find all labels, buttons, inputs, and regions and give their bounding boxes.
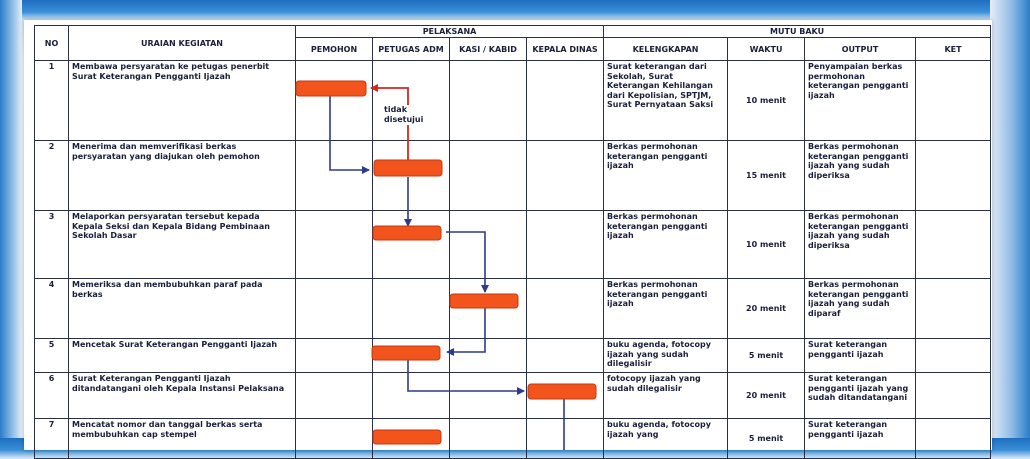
row-kelengkapan: Surat keterangan dari Sekolah, Surat Keterangan Kehilangan dari Kepolisian, SPTJM, Surat Pernyataan Saksi (604, 61, 728, 141)
row-kelengkapan: fotocopy ijazah yang sudah dilegalisir (604, 373, 728, 419)
row-output: Berkas permohonan keterangan pengganti ijazah yang sudah diperiksa (805, 141, 916, 211)
row-waktu: 20 menit (728, 373, 805, 419)
header-output: OUTPUT (805, 38, 916, 61)
row-uraian: Memeriksa dan membubuhkan paraf pada berkas (69, 279, 296, 339)
header-waktu: WAKTU (728, 38, 805, 61)
lane-kepala-dinas (527, 419, 604, 459)
lane-kasi-kabid (450, 373, 527, 419)
lane-petugas-adm (373, 339, 450, 373)
lane-kasi-kabid (450, 339, 527, 373)
lane-kepala-dinas (527, 211, 604, 279)
row-kelengkapan: Berkas permohonan keterangan pengganti ijazah (604, 211, 728, 279)
screen-bezel-left (0, 0, 22, 438)
sop-flow-table (34, 25, 991, 459)
row-waktu: 5 menit (728, 339, 805, 373)
table-row (35, 211, 991, 279)
table-row (35, 419, 991, 459)
row-output: Surat keterangan pengganti ijazah (805, 419, 916, 459)
row-kelengkapan: Berkas permohonan keterangan pengganti ijazah (604, 279, 728, 339)
lane-kepala-dinas (527, 339, 604, 373)
row-uraian: Melaporkan persyaratan tersebut kepada Kepala Seksi dan Kepala Bidang Pembinaan Sekolah Dasar (69, 211, 296, 279)
lane-pemohon (296, 419, 373, 459)
header-mutu-baku: MUTU BAKU (604, 26, 991, 38)
lane-kepala-dinas (527, 61, 604, 141)
rejected-note: tidak disetujui (384, 105, 428, 125)
row-waktu: 15 menit (728, 141, 805, 211)
lane-kasi-kabid (450, 419, 527, 459)
header-pelaksana: PELAKSANA (296, 26, 604, 38)
row-uraian: Surat Keterangan Pengganti Ijazah ditandatangani oleh Kepala Instansi Pelaksana (69, 373, 296, 419)
row-kelengkapan: buku agenda, fotocopy ijazah yang (604, 419, 728, 459)
table-row (35, 339, 991, 373)
header-kepala-dinas: KEPALA DINAS (527, 38, 604, 61)
row-uraian: Mencetak Surat Keterangan Pengganti Ijazah (69, 339, 296, 373)
row-uraian: Menerima dan memverifikasi berkas persyaratan yang diajukan oleh pemohon (69, 141, 296, 211)
row-number: 3 (35, 211, 69, 279)
header-uraian: URAIAN KEGIATAN (69, 26, 296, 61)
lane-pemohon (296, 279, 373, 339)
row-uraian: Membawa persyaratan ke petugas penerbit Surat Keterangan Pengganti Ijazah (69, 61, 296, 141)
row-waktu: 10 menit (728, 211, 805, 279)
header-kelengkapan: KELENGKAPAN (604, 38, 728, 61)
lane-kasi-kabid (450, 211, 527, 279)
row-waktu: 20 menit (728, 279, 805, 339)
row-ket (916, 211, 991, 279)
row-waktu: 10 menit (728, 61, 805, 141)
row-ket (916, 279, 991, 339)
lane-pemohon (296, 211, 373, 279)
row-number: 4 (35, 279, 69, 339)
header-petugas-adm: PETUGAS ADM (373, 38, 450, 61)
table-row (35, 279, 991, 339)
lane-petugas-adm (373, 419, 450, 459)
table-row (35, 141, 991, 211)
lane-pemohon (296, 339, 373, 373)
lane-kasi-kabid (450, 61, 527, 141)
lane-petugas-adm (373, 61, 450, 141)
row-waktu: 5 menit (728, 419, 805, 459)
row-number: 2 (35, 141, 69, 211)
row-number: 5 (35, 339, 69, 373)
row-ket (916, 61, 991, 141)
lane-pemohon (296, 141, 373, 211)
row-uraian: Mencatat nomor dan tanggal berkas serta membubuhkan cap stempel (69, 419, 296, 459)
header-kasi-kabid: KASI / KABID (450, 38, 527, 61)
row-output: Surat keterangan pengganti ijazah (805, 339, 916, 373)
row-ket (916, 373, 991, 419)
lane-petugas-adm (373, 373, 450, 419)
lane-petugas-adm (373, 211, 450, 279)
header-no: NO (35, 26, 69, 61)
lane-petugas-adm (373, 279, 450, 339)
header-pemohon: PEMOHON (296, 38, 373, 61)
row-ket (916, 141, 991, 211)
row-kelengkapan: Berkas permohonan keterangan pengganti ijazah (604, 141, 728, 211)
row-output: Surat keterangan pengganti ijazah yang sudah ditandatangani (805, 373, 916, 419)
lane-kepala-dinas (527, 373, 604, 419)
row-output: Berkas permohonan keterangan pengganti ijazah yang sudah diparaf (805, 279, 916, 339)
row-kelengkapan: buku agenda, fotocopy ijazah yang sudah dilegalisir (604, 339, 728, 373)
sop-document-sheet (24, 20, 992, 450)
row-ket (916, 339, 991, 373)
row-number: 1 (35, 61, 69, 141)
row-output: Berkas permohonan keterangan pengganti ijazah yang sudah diperiksa (805, 211, 916, 279)
row-ket (916, 419, 991, 459)
row-number: 6 (35, 373, 69, 419)
lane-kasi-kabid (450, 279, 527, 339)
lane-kasi-kabid (450, 141, 527, 211)
lane-petugas-adm (373, 141, 450, 211)
table-row (35, 373, 991, 419)
lane-kepala-dinas (527, 279, 604, 339)
table-row (35, 61, 991, 141)
screen-bezel-right (990, 0, 1030, 438)
lane-pemohon (296, 373, 373, 419)
row-output: Penyampaian berkas permohonan keterangan pengganti ijazah (805, 61, 916, 141)
lane-kepala-dinas (527, 141, 604, 211)
header-ket: KET (916, 38, 991, 61)
row-number: 7 (35, 419, 69, 459)
lane-pemohon (296, 61, 373, 141)
